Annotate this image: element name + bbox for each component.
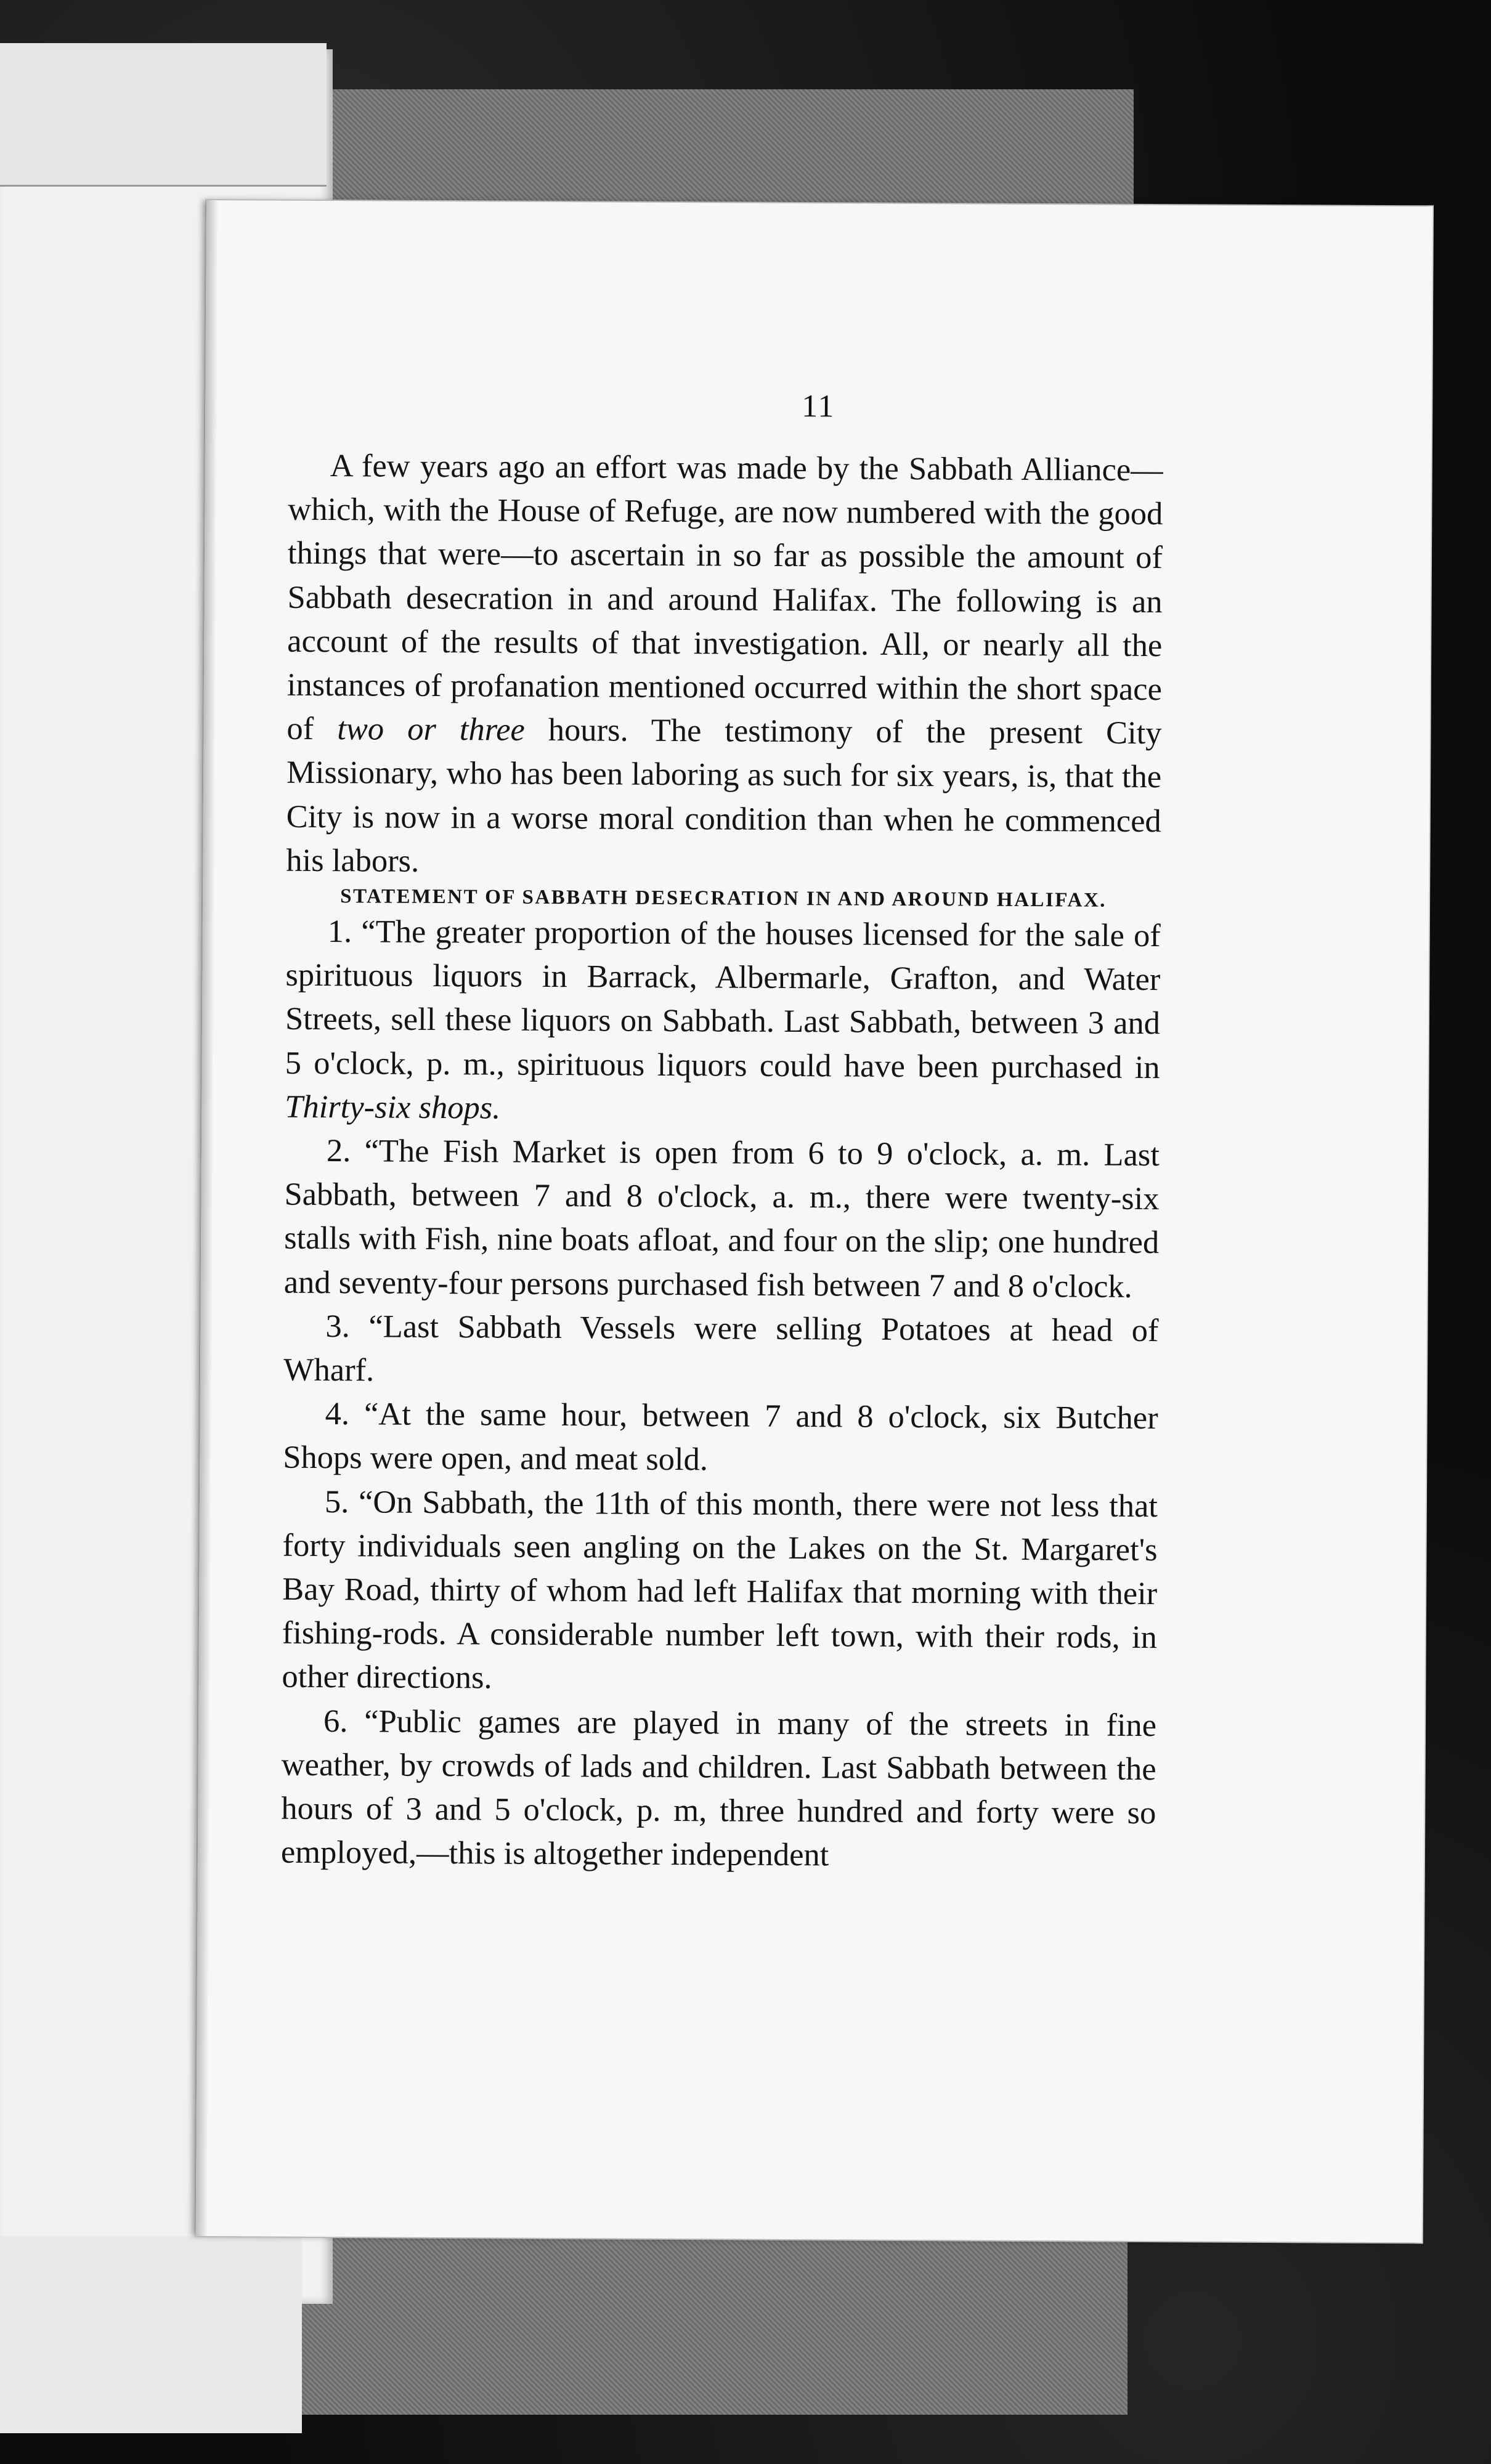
page-number: 11 <box>802 389 835 424</box>
list-item-1: 1. “The greater proportion of the houses licensed for the sale of spirituous liquors in Barrack, Albermarle, Grafton, and Water Streets, sell these liquors on Sabbath. Last Sabbath, between 3 and 5 o'clock, p. m., spirituous liquors could have been purchased in Thirty-six shops. <box>285 914 1161 1126</box>
section-heading: STATEMENT OF SABBATH DESECRATION IN AND AROUND HALIFAX. <box>340 885 1107 912</box>
document-page <box>196 200 1432 2242</box>
list-item-5: 5. “On Sabbath, the 11th of this month, there were not less that forty individuals seen angling on the Lakes on the St. Margaret's Bay Road, thirty of whom had left Halifax that morning with their fishing-rods. A considerable number left town, with their rods, in other directions. <box>282 1483 1158 1696</box>
intro-paragraph: A few years ago an effort was made by the Sabbath Alliance—which, with the House of Refuge, are now numbered with the good things that were—to ascertain in so far as possible the amount of Sabbath desecration in and around Halifax. The following is an account of the results of that investigation. All, or nearly all the instances of profanation mentioned occurred within the short space of two or three hours. The testimony of the present City Missionary, who has been laboring as such for six years, is, that the City is now in a worse moral condition than when he commenced his labors. <box>286 448 1163 879</box>
previous-page-top-tab <box>0 43 327 187</box>
list-item-6: 6. “Public games are played in many of the streets in fine weather, by crowds of lads and children. Last Sabbath between the hours of 3 and 5 o'clock, p. m, three hundred and forty were so employed,—this is altogether independent <box>280 1703 1157 1873</box>
previous-page-bottom-tab <box>0 2236 302 2433</box>
list-item-3: 3. “Last Sabbath Vessels were selling Potatoes at head of Wharf. <box>283 1308 1159 1388</box>
list-item-2: 2. “The Fish Market is open from 6 to 9 o'clock, a. m. Last Sabbath, between 7 and 8 o'clock, a. m., there were twenty-six stalls with Fish, nine boats afloat, and four on the slip; one hundred and seventy-four persons purchased fish between 7 and 8 o'clock. <box>283 1133 1160 1305</box>
emphasis-two-or-three: two or three <box>337 711 525 748</box>
list-item-4: 4. “At the same hour, between 7 and 8 o'clock, six Butcher Shops were open, and meat sold. <box>283 1396 1158 1478</box>
emphasis-thirty-six-shops: Thirty-six shops. <box>285 1088 501 1126</box>
page-body <box>281 444 1163 1879</box>
film-grey-strip-bottom <box>277 2230 1127 2415</box>
